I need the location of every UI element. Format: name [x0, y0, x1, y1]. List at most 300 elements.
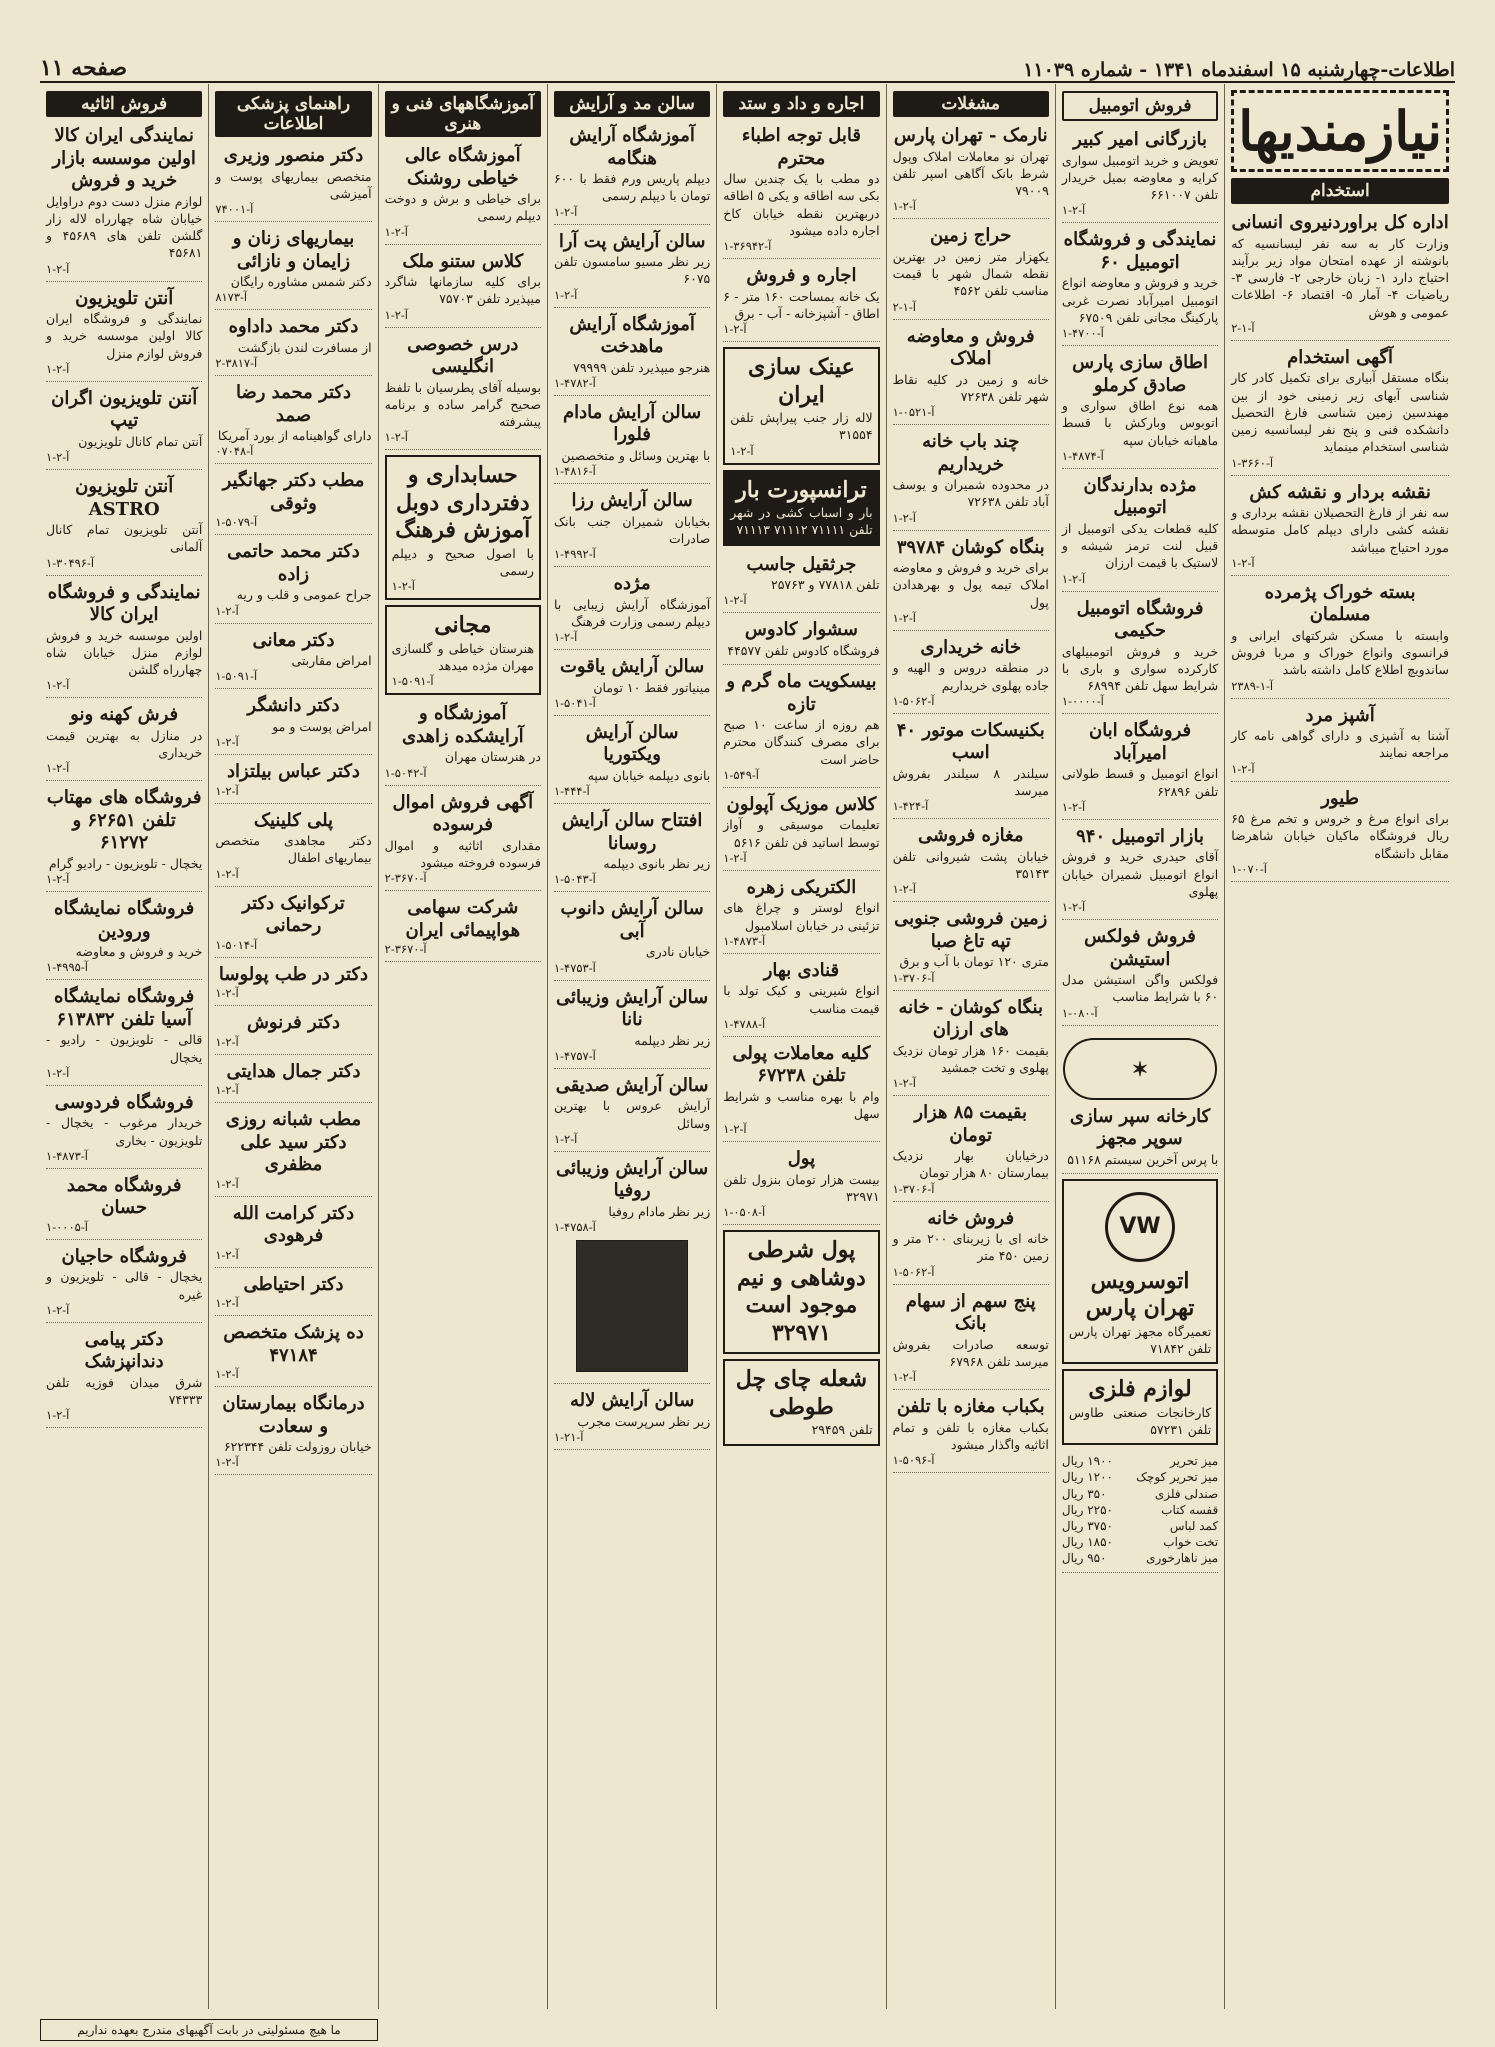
- ad-body: از مسافرت لندن بازگشت: [237, 339, 372, 355]
- ad-code: آ-۲-۱: [391, 579, 415, 594]
- ad-title: سالن آرایش پت آرا: [558, 230, 706, 252]
- classified-ad: [893, 1099, 1049, 1202]
- ad-body: برای انواع مرغ و خروس و تخم مرغ ۶۵ ریال فروشگاه ماکیان خیابان شاهرضا مقابل دانشگاه: [1231, 811, 1449, 861]
- ad-code: آ-۰۰۰۰-۱: [1061, 694, 1104, 709]
- ad-body: بقیمت ۱۶۰ هزار تومان نزدیک پهلوی و تخت جمشید: [892, 1042, 1049, 1075]
- classified-ad: [215, 225, 371, 310]
- ad-code: آ-۲-۱: [553, 1131, 578, 1146]
- ad-body: متخصص بیماریهای پوست و آمیزشی: [215, 168, 372, 201]
- ad-body: تهران نو معاملات املاک وپول شرط بانک آگاهی اسپر تلفن ۷۹۰۰۹: [892, 148, 1049, 198]
- ad-body: دیپلم پاریس ورم فقط با ۶۰۰ تومان با دیپلم رسمی: [553, 171, 711, 204]
- classified-ad: [723, 262, 879, 342]
- ad-body: دارای گواهینامه از بورد آمریکا: [217, 428, 372, 443]
- ad-title: جرثقیل جاسب: [746, 553, 857, 575]
- ad-title: آنتن تلویزیون: [75, 287, 174, 309]
- classified-ad: [215, 807, 371, 887]
- ad-title: دکتر معانی: [252, 629, 335, 651]
- ad-code: آ-۴۸۷۳-۱: [46, 1148, 88, 1163]
- price-row: [1062, 1486, 1218, 1502]
- masthead: [40, 55, 1455, 83]
- ad-code: آ-۴۷۵۸-۱: [553, 1220, 596, 1234]
- price-row: [1062, 1534, 1218, 1550]
- classified-ad: [215, 1271, 371, 1317]
- ad-body: هم روزه از ساعت ۱۰ صبح برای مصرف کنندگان محترم حاضر است: [723, 717, 880, 767]
- ad-body: زیر نظر بانوی دیپلمه: [603, 856, 711, 871]
- ad-body: خرید و فروش اتومبیلهای کارکرده سواری و باری با شرایط سهل تلفن ۶۸۹۹۴: [1061, 643, 1219, 693]
- classified-ad: [893, 323, 1049, 426]
- classified-ad: [893, 428, 1049, 531]
- ad-title: آگهی استخدام: [1287, 346, 1394, 368]
- classified-ad: [1062, 923, 1218, 1026]
- ad-body: بخیابان شمیران جنب بانک صادرات: [553, 513, 711, 546]
- classified-ad: [46, 701, 202, 781]
- ad-body: مینیاتور فقط ۱۰ تومان: [593, 679, 711, 695]
- ad-title: عینک سازی ایران: [748, 354, 855, 408]
- ad-title: شرکت سهامی هواپیمائی ایران: [405, 897, 521, 941]
- ad-title: قنادی بهار: [763, 959, 840, 981]
- classified-ad: [46, 1172, 202, 1240]
- ad-code: آ-۱-۲۳۸۹: [1231, 678, 1274, 693]
- classified-ad: [1062, 595, 1218, 715]
- ad-title: سالن آرایش لاله: [569, 1390, 695, 1411]
- ad-body: توسعه صادرات بفروش میرسد تلفن ۶۷۹۶۸: [892, 1336, 1049, 1369]
- ad-title: دکتر فرنوش: [246, 1012, 340, 1033]
- classified-ad: [893, 1205, 1049, 1285]
- ad-body: آموزشگاه آرایش زیبایی با دیپلم رسمی وزارت فرهنگ: [553, 596, 711, 629]
- classified-ad: [215, 627, 371, 690]
- classified-ad: [723, 551, 879, 614]
- metal-furniture-price-list: [1062, 1450, 1218, 1572]
- ad-code: آ-۰۵۲۱-۱: [892, 405, 935, 419]
- ad-code: آ-۵۰۹۱-۱: [215, 669, 258, 684]
- ad-code: آ-۴۷۵۷-۱: [553, 1048, 596, 1063]
- ad-body: کلیه قطعات یدکی اتومبیل از قبیل لنت ترمز شیشه و لاستیک با قیمت ارزان: [1061, 520, 1219, 571]
- column-real-estate: [886, 84, 1055, 2009]
- ad-code: آ-۲-۱: [46, 1065, 70, 1080]
- price-item-value: ۲۲۵۰ ریال: [1061, 1502, 1113, 1517]
- ad-code: آ-۲-۱: [215, 986, 239, 1000]
- classified-ad: [723, 1359, 879, 1445]
- classified-ad: [723, 957, 879, 1037]
- price-item-value: ۱۹۰۰ ریال: [1061, 1454, 1113, 1469]
- classified-ad: [46, 385, 202, 470]
- ad-title: فروشگاه نمایشگاه آسیا تلفن ۶۱۳۸۳۲: [54, 986, 195, 1030]
- price-row: [1062, 1518, 1218, 1534]
- ad-title: فروشگاه های مهتاب تلفن ۶۲۶۵۱ و ۶۱۲۷۲: [46, 787, 202, 854]
- ad-title: آموزشگاه عالی خیاطی روشنک: [405, 145, 521, 189]
- classified-ad: [1062, 1369, 1218, 1445]
- classified-ad: [1231, 579, 1449, 699]
- column-vehicles: [1055, 84, 1224, 2009]
- classified-ad: [215, 1200, 371, 1268]
- ad-title: پلی کلینیک: [253, 809, 334, 831]
- classified-ad: [723, 791, 879, 871]
- ad-body: درخیابان بهار نزدیک بیمارستان ۸۰ هزار تومان: [892, 1148, 1049, 1181]
- ad-code: آ-۲-۱: [46, 761, 70, 776]
- ad-title: نمایندگی ایران کالا اولین موسسه بازار خرید و فروش: [52, 125, 196, 191]
- ad-body: بنگاه مستقل آبیاری برای تکمیل کادر کار شناسی آبهای زیر زمینی خود از بین مهندسین زمین شناسی فارغ التحصیل دانشکده فنی و پنج نفر لیسانسیه زمین شناسی استخدام مینماید: [1231, 370, 1449, 455]
- ad-title: کلاس ستنو ملک: [402, 250, 524, 272]
- ad-code: آ-۲-۱: [892, 882, 916, 897]
- ad-code: آ-۵۰۶۲-۱: [892, 1264, 935, 1279]
- ad-title: ده پزشک متخصص ۴۷۱۸۴: [223, 1322, 364, 1366]
- classified-ad: [723, 668, 879, 788]
- ad-title: چند باب خانه خریداریم: [922, 431, 1020, 475]
- ad-code: آ-۲-۱: [553, 204, 578, 219]
- ad-body: بوسیله آقای پطرسیان با تلفظ صحیح گرامر ساده و برنامه پیشرفته: [384, 379, 541, 429]
- ad-code: آ-۲-۱: [892, 510, 916, 525]
- ad-title: بقیمت ۸۵ هزار تومان: [914, 1102, 1028, 1146]
- ad-title: نقشه بردار و نقشه کش: [1249, 481, 1431, 503]
- ad-body: دکتر شمس مشاوره رایگان: [230, 274, 372, 289]
- ad-title: زمین فروشی جنوبی تپه تاغ صبا: [894, 908, 1048, 952]
- section-header-vehicle-sales: فروش اتومبیل: [1062, 91, 1218, 121]
- classified-ad: [554, 895, 710, 980]
- ad-body: کارخانجات صنعتی طاوس تلفن ۵۷۲۳۱: [1068, 1404, 1212, 1437]
- ad-code: آ-۵۴۹-۱: [723, 767, 759, 782]
- ad-code: آ-۵۰۴۳-۱: [553, 872, 596, 887]
- section-header-medical: راهنمای پزشکی اطلاعات: [215, 91, 371, 137]
- ad-title: کلاس موزیک آپولون: [726, 793, 877, 815]
- ad-body: تعمیرگاه مجهز تهران پارس تلفن ۷۱۸۴۲: [1068, 1323, 1212, 1356]
- price-item-value: ۱۸۵۰ ریال: [1061, 1535, 1113, 1550]
- ad-code: آ-۲-۱: [215, 866, 239, 881]
- ad-title: دکتر منصور وزیری: [223, 145, 364, 166]
- ad-body: انواع اتومبیل و قسط طولانی تلفن ۶۲۸۹۶: [1061, 766, 1219, 799]
- ad-body: اولین موسسه خرید و فروش لوازم منزل خیابان شاه چهارراه گلشن: [46, 627, 203, 677]
- ad-code: آ-۳۸۱۷-۲: [215, 356, 258, 370]
- ad-body: انواع شیرینی و کیک تولد با قیمت مناسب: [723, 983, 880, 1016]
- ad-body: قالی - تلویزیون - رادیو - یخچال: [46, 1032, 203, 1065]
- price-item-name: قفسه کتاب: [1161, 1502, 1219, 1517]
- classified-ad: [385, 142, 541, 245]
- classified-ad: [1231, 702, 1449, 782]
- ad-code: آ-۴۷۸۸-۱: [723, 1016, 766, 1031]
- ad-body: آقای حیدری خرید و فروش انواع اتومبیل شمیران خیابان پهلوی: [1061, 849, 1219, 899]
- classified-ad: [46, 1089, 202, 1169]
- ad-body: تعلیمات موسیقی و آواز توسط اساتید فن تلفن ۵۶۱۶: [723, 817, 880, 850]
- ad-body: زیر نظر مادام روفیا: [608, 1203, 711, 1219]
- ad-title: سالن آرایش وزیبائی نانا: [555, 986, 709, 1030]
- price-row: [1062, 1550, 1218, 1566]
- classified-ad: [723, 874, 879, 954]
- ad-code: آ-۲-۱: [215, 1296, 239, 1310]
- ad-title: الکتریکی زهره: [746, 876, 857, 898]
- ad-body: در منازل به بهترین قیمت خریداری: [46, 727, 203, 760]
- classified-ad: [215, 142, 371, 222]
- ad-code: آ-۰۸۰-۱: [1061, 1005, 1098, 1020]
- ad-code: آ-۲-۱: [215, 1083, 239, 1097]
- classified-ad: [215, 538, 371, 623]
- section-header-schools: آموزشگاههای فنی و هنری: [385, 91, 541, 137]
- ad-title: سشوار کادوس: [744, 619, 858, 641]
- classified-ad: [893, 822, 1049, 902]
- price-item-value: ۱۲۰۰ ریال: [1061, 1470, 1113, 1485]
- ad-title: مغازه فروشی: [917, 825, 1024, 847]
- classified-ad: [385, 894, 541, 962]
- ad-body: زیر نظر سرپرست مجرب: [577, 1413, 711, 1429]
- ad-body: برای خرید و فروش و معاوضه املاک تیمه پول و بهرهدادن پول: [892, 560, 1049, 610]
- classified-ad: [46, 285, 202, 382]
- ad-title: نمایندگی و فروشگاه ایران کالا: [47, 581, 201, 625]
- ad-code: آ-۳۶۷۰-۲: [384, 942, 427, 956]
- ad-title: فروشگاه فردوسی: [54, 1091, 194, 1113]
- ad-title: ترانسپورت بار: [736, 476, 867, 503]
- vw-emblem-icon: VW: [1105, 1192, 1175, 1262]
- ad-title: کارخانه سپر سازی سوپر مجهز: [1069, 1105, 1211, 1149]
- classifieds-nameplate: نیازمندیها: [1231, 90, 1449, 172]
- ad-code: آ-۲-۱: [384, 307, 408, 322]
- ad-body: تعویض و خرید اتومبیل سواری کرایه و معاوضه بمیل خریدار تلفن ۶۶۱۰۰۷: [1061, 152, 1219, 202]
- ad-title: سالن آرایش دانوب آبی: [560, 898, 704, 942]
- ad-code: آ-۲-۱: [892, 1370, 916, 1384]
- classified-ad: [554, 719, 710, 804]
- ad-title: آموزشگاه آرایش هنگامه: [569, 125, 695, 169]
- ad-title: دکتر محمد حاتمی زاده: [227, 541, 360, 585]
- price-item-value: ۳۷۵۰ ریال: [1061, 1519, 1113, 1533]
- ad-body: خیابان پشت شیروانی تلفن ۳۵۱۴۳: [892, 848, 1049, 881]
- ad-code: آ-۲-۱: [1231, 555, 1255, 570]
- ad-code: آ-۲-۱: [384, 430, 408, 445]
- ad-code: آ-۳۰۴۹۶-۱: [46, 555, 95, 570]
- ad-title: پول: [787, 1148, 816, 1170]
- price-item-name: صندلی فلزی: [1154, 1486, 1219, 1501]
- ad-title: شعله چای چل طوطی: [735, 1366, 868, 1420]
- ad-code: آ-۲-۱: [46, 261, 70, 276]
- ad-body: وزارت کار به سه نفر لیسانسیه که بانوشته از عهده امتحان مواد زیر برآیند احتیاج دارد ۱- زبان خارجی ۲- فارسی ۳- ریاضیات ۴- آمار ۵- اقتصاد ۶- اطلاعات عمومی و هوش: [1231, 235, 1450, 320]
- ad-title: بکنیسکات موتور ۴۰ اسب: [896, 719, 1045, 764]
- ad-body: شرق میدان فوزیه تلفن ۷۴۳۳۳: [46, 1374, 203, 1407]
- classified-ad: [1062, 349, 1218, 469]
- classified-ad: [723, 470, 879, 546]
- ad-title: آشپز مرد: [1305, 704, 1375, 726]
- classified-ad: [893, 717, 1049, 820]
- ad-body: دکتر مجاهدی متخصص بیماریهای اطفال: [215, 833, 372, 866]
- ad-title: سالن آرایش وزیبائی روفیا: [555, 1157, 709, 1202]
- ad-code: آ-۲-۱: [215, 783, 239, 798]
- ad-code: آ-۴۸۱۶-۱: [553, 464, 596, 478]
- section-header-partnership: مشغلات: [893, 91, 1049, 117]
- column-schools: [378, 84, 547, 2009]
- ad-code: آ-۳۶۶۰-۱: [1231, 455, 1274, 470]
- price-item-name: میز ناهارخوری: [1146, 1551, 1219, 1566]
- classified-ad: [1062, 1179, 1218, 1365]
- ad-body: لوازم منزل دست دوم دراوایل خیابان شاه چهارراه لاله زار گلشن تلفن های ۴۵۶۸۹ و ۴۵۶۸۱: [46, 193, 203, 261]
- ad-body: جراح عمومی و قلب و ریه: [236, 587, 372, 603]
- ad-title: دکتر در طب پولوسا: [218, 963, 369, 985]
- ad-body: سیلندر ۸ سیلندر بفروش میرسد: [892, 765, 1049, 798]
- classified-ad: [46, 473, 202, 576]
- ad-body: بار و اسباب کشی در شهر تلفن ۷۱۱۱۱ ۷۱۱۱۲ ۷۱۱۱۳: [730, 505, 873, 538]
- column-employment: [1224, 84, 1455, 2009]
- ad-body: همه نوع اطاق سواری و اتوبوس وبارکش با قسط ماهیانه خیابان سپه: [1061, 398, 1219, 448]
- ad-code: آ-۲-۱: [46, 872, 70, 886]
- ad-title: سالن آرایش صدیقی: [555, 1074, 709, 1096]
- ad-body: زیر نظر دیپلمه: [634, 1032, 711, 1048]
- classified-ad: [215, 1319, 371, 1387]
- ad-body: هنرستان خیاطی و گلسازی مهران مژده میدهد: [391, 640, 534, 673]
- ad-title: بازار اتومبیل ۹۴۰: [1076, 825, 1204, 847]
- ad-code: آ-۲-۱: [1231, 761, 1255, 776]
- classified-ad: [723, 1230, 879, 1354]
- ad-code: آ-۴۷۸۲-۱: [553, 375, 596, 390]
- classified-ad: [723, 616, 879, 665]
- classified-ad: [46, 1326, 202, 1429]
- ad-title: پنج سهم از سهام بانک: [905, 1290, 1036, 1334]
- ad-title: سالن آرایش رزا: [571, 490, 693, 511]
- footer-disclaimer: ما هیچ مسئولیتی در بابت آگهیهای مندرج بعهده نداریم: [40, 2019, 378, 2041]
- ad-code: آ-۲-۱: [46, 678, 70, 693]
- price-row: [1062, 1453, 1218, 1469]
- ad-code: آ-۴۸۷۴-۱: [1061, 448, 1104, 463]
- ad-title: خانه خریداری: [920, 636, 1022, 658]
- classified-ad: [215, 467, 371, 535]
- ad-title: مطب شبانه روزی دکتر سید علی مظفری: [225, 1109, 362, 1175]
- classified-ad: [215, 1106, 371, 1197]
- price-item-name: میز تحریر: [1170, 1454, 1219, 1469]
- ad-title: مجانی: [434, 612, 492, 639]
- ad-body: در محدوده شمیران و یوسف آباد تلفن ۷۲۶۳۸: [892, 477, 1049, 510]
- ad-code: آ-۳۷۰۶-۱: [892, 970, 935, 985]
- column-household: [40, 84, 208, 2009]
- ad-title: آموزشگاه و آرایشکده زاهدی: [402, 703, 524, 747]
- ad-code: آ-۴۸۷۳-۱: [723, 933, 766, 948]
- ad-title: فروشگاه اتومبیل حکیمی: [1076, 597, 1204, 641]
- classified-ad: [893, 994, 1049, 1097]
- ad-code: آ-۴۹۹۵-۱: [46, 960, 88, 975]
- ad-body: آنتن تلویزیون تمام کانال آلمانی: [46, 522, 203, 555]
- ad-code: آ-۳۷۰۶-۱: [892, 1181, 935, 1196]
- ad-body: بانوی دیپلمه خیابان سپه: [587, 767, 711, 783]
- classified-ad: [385, 789, 541, 892]
- classified-ad: [554, 399, 710, 484]
- ad-code: آ-۵۰۶۲-۱: [892, 693, 935, 708]
- ad-title: مژده بدارندگان اتومبیل: [1083, 474, 1197, 519]
- ad-title: بکباب مغازه با تلفن: [896, 1396, 1045, 1417]
- ad-body: با پرس آخرین سیستم ۵۱۱۶۸: [1067, 1151, 1219, 1167]
- ad-title: مطب دکتر جهانگیر وثوقی: [222, 470, 365, 514]
- classified-ad: [554, 653, 710, 716]
- ad-title: پول شرطی دوشاهی و نیم موجود است ۳۲۹۷۱: [737, 1237, 866, 1346]
- price-item-name: میز تحریر کوچک: [1136, 1470, 1219, 1485]
- ad-code: آ-۰۷۰-۱: [1231, 861, 1267, 876]
- bumper-workshop-logo: ✶: [1063, 1038, 1217, 1100]
- ad-code: آ-۲-۱: [723, 1122, 747, 1137]
- ad-code: آ-۲-۱: [215, 1247, 239, 1262]
- price-row: [1062, 1502, 1218, 1518]
- ad-body: دو مطب با یک چندین سال بکی سه اطاقه و یکی ۵ اطاقه دربهترین نقطه خیابان کاخ اجاره داده میشود: [723, 171, 880, 238]
- classified-ad: [554, 570, 710, 650]
- ad-body: وام با بهره مناسب و شرایط سهل: [723, 1088, 880, 1121]
- ad-title: بیسکویت ماه گرم و تازه: [726, 671, 877, 715]
- ad-code: آ-۴۴۴-۱: [553, 784, 590, 798]
- ad-title: درمانگاه بیمارستان و سعادت: [222, 1393, 365, 1437]
- ad-code: آ-۸۱۷۳: [215, 290, 248, 305]
- ad-body: خانه ای با زیربنای ۲۰۰ متر و زمین ۴۵۰ متر: [892, 1231, 1049, 1264]
- classified-ad: [1062, 226, 1218, 346]
- ad-code: آ-۲-۱: [215, 735, 239, 749]
- ad-body: در هنرستان مهران: [444, 749, 541, 765]
- ad-body: یخچال - تلویزیون - رادیو گرام: [48, 855, 203, 871]
- ad-title: آگهی فروش اموال فرسوده: [392, 791, 534, 835]
- classified-ad: [554, 1387, 710, 1450]
- price-item-name: کمد لباس: [1169, 1519, 1219, 1533]
- ad-body: امراض پوست و مو: [272, 718, 372, 734]
- classified-ad: [215, 758, 371, 804]
- ad-title: طیور: [1321, 787, 1359, 809]
- ad-title: سالن آرایش یاقوت: [559, 656, 705, 677]
- ad-body: با بهترین وسائل و متخصصین: [561, 447, 711, 463]
- classified-ad: [46, 579, 202, 699]
- classified-ad: [46, 122, 202, 282]
- ad-code: آ-۱-۲: [1231, 320, 1255, 335]
- ad-code: آ-۲-۱: [1061, 203, 1086, 218]
- ad-title: کلیه معاملات پولی تلفن ۶۷۲۳۸: [732, 1042, 871, 1087]
- ad-code: آ-۵۰۹۶-۱: [892, 1453, 935, 1467]
- ad-code: آ-۲-۱: [723, 322, 747, 336]
- ad-body: متری ۱۲۰ تومان با آب و برق: [899, 954, 1049, 970]
- ad-code: آ-۲-۱: [892, 610, 916, 625]
- classified-ad: [893, 1288, 1049, 1391]
- section-header-rent: اجاره و داد و ستد: [723, 91, 879, 117]
- ad-code: آ-۲-۱: [553, 287, 578, 302]
- classified-ad: [1231, 209, 1449, 341]
- classified-ad: [893, 122, 1049, 219]
- ad-body: با اصول صحیح و دیپلم رسمی: [391, 545, 534, 578]
- ad-code: آ-۲-۱: [215, 1455, 239, 1470]
- classified-ad: [893, 222, 1049, 319]
- ad-body: امراض مقاربتی: [291, 653, 372, 668]
- ad-code: آ-۲-۱: [215, 603, 239, 618]
- ad-title: فروش خانه: [927, 1207, 1015, 1229]
- ad-code: آ-۴۷۵۳-۱: [553, 960, 596, 975]
- ad-body: انواع لوستر و چراغ های تزئینی در خیابان اسلامبول: [723, 900, 880, 933]
- classified-ad: [893, 905, 1049, 990]
- ad-title: فرش کهنه ونو: [70, 704, 179, 726]
- ad-title: دکتر دانشگر: [247, 695, 340, 717]
- ad-body: لاله زار جنب پیراپش تلفن ۳۱۵۵۴: [730, 410, 873, 443]
- classified-ad: [554, 807, 710, 892]
- classified-ad: [723, 1145, 879, 1225]
- ad-title: اجاره و فروش: [746, 265, 857, 286]
- ad-body: آنتن تمام کانال تلویزیون: [78, 433, 203, 449]
- classified-ad: [554, 1155, 710, 1384]
- ad-body: خریدار مرغوب - یخچال - تلویزیون - بخاری: [46, 1115, 203, 1148]
- classified-ad: [1231, 344, 1449, 476]
- page-number: صفحه ۱۱: [40, 55, 128, 81]
- ad-code: آ-۱-۲: [892, 299, 916, 314]
- classified-ad: [1062, 472, 1218, 592]
- ad-title: اطاق سازی پارس صادق کرملو: [1072, 352, 1208, 396]
- ad-code: آ-۲-۱: [723, 850, 747, 865]
- classified-ad: [385, 248, 541, 328]
- ad-code: آ-۲-۱: [892, 199, 916, 214]
- classified-ad: [893, 534, 1049, 631]
- ad-title: فروشگاه نمایشگاه ورودین: [54, 898, 195, 942]
- classified-ad: [215, 890, 371, 958]
- ad-title: درس خصوصی انگلیسی: [407, 333, 519, 377]
- ad-code: آ-۲-۱: [46, 1408, 70, 1423]
- ad-title: بیماریهای زنان و زایمان و نازائی: [232, 228, 355, 272]
- classified-ad: [46, 983, 202, 1086]
- ad-body: خانه و زمین در کلیه نقاط شهر تلفن ۷۲۶۳۸: [892, 371, 1049, 404]
- ad-code: آ-۲-۱: [215, 1034, 239, 1049]
- ad-code: آ-۲-۱: [46, 450, 70, 464]
- ad-body: بکباب مغازه با تلفن و تمام اثاثیه واگذار میشود: [892, 1419, 1049, 1452]
- ad-title: حسابداری و دفترداری دوبل آموزش فرهنگ: [395, 462, 531, 544]
- classified-ad: [1231, 479, 1449, 576]
- ad-body: برای خیاطی و برش و دوخت دیپلم رسمی: [384, 191, 541, 224]
